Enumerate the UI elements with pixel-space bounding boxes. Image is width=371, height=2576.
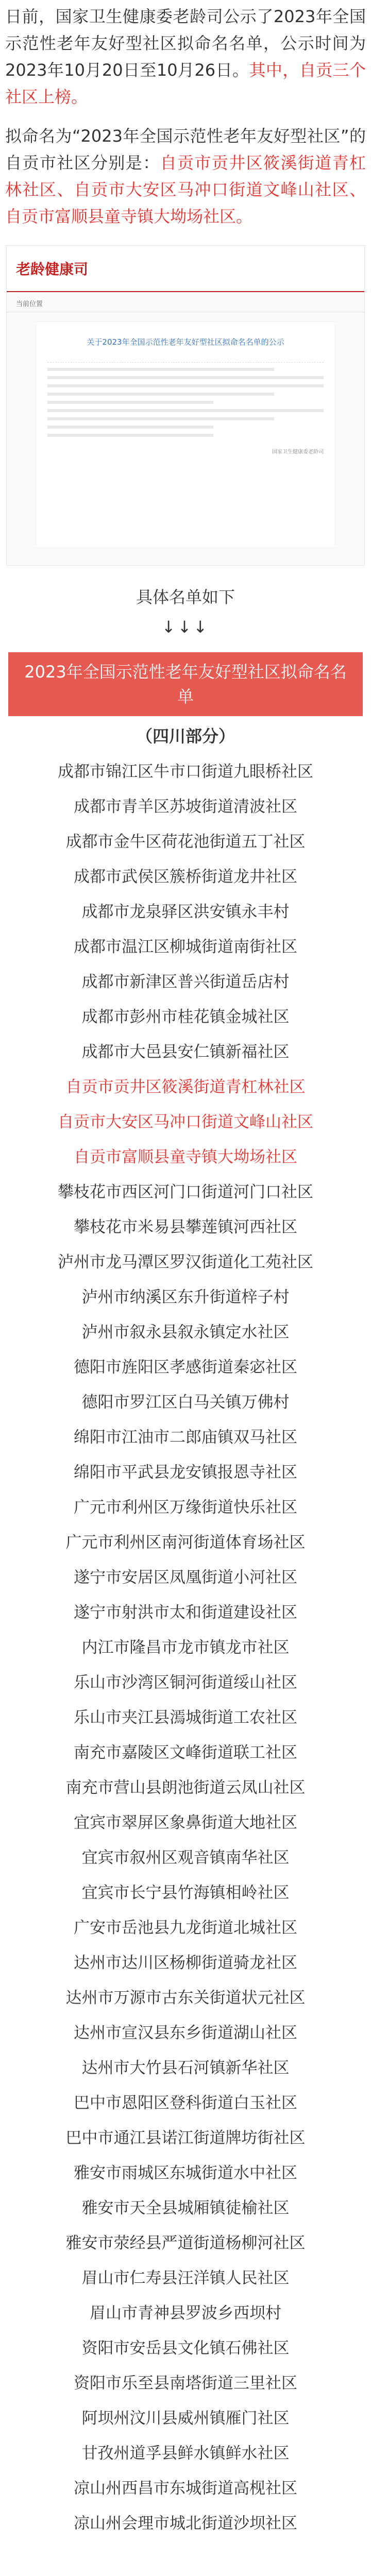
list-item: 德阳市旌阳区孝感街道秦宓社区 xyxy=(74,1358,297,1377)
article xyxy=(0,3,371,2534)
list-item: 成都市大邑县安仁镇新福社区 xyxy=(81,1043,290,1061)
list-item: 自贡市贡井区筱溪街道青杠林社区 xyxy=(65,1078,306,1096)
list-item: 泸州市龙马潭区罗汉街道化工苑社区 xyxy=(58,1253,313,1272)
list-item: 阿坝州汶川县威州镇雁门社区 xyxy=(81,2409,290,2428)
community-list xyxy=(3,761,368,2534)
list-item: 资阳市乐至县南塔街道三里社区 xyxy=(74,2374,297,2393)
list-item: 广元市利州区万缘街道快乐社区 xyxy=(74,1498,297,1517)
list-caption: 具体名单如下 xyxy=(136,587,235,607)
screenshot-breadcrumb: 当前位置 xyxy=(7,292,364,312)
list-item: 甘孜州道孚县鲜水镇鲜水社区 xyxy=(81,2444,290,2463)
screenshot-header xyxy=(7,246,364,292)
list-item: 绵阳市平武县龙安镇报恩寺社区 xyxy=(74,1463,297,1482)
list-item: 凉山州西昌市东城街道高枧社区 xyxy=(74,2479,297,2498)
text-line xyxy=(47,434,213,437)
detail-text: 拟命名为“2023年全国示范性老年友好型社区”的自贡市社区分别是： xyxy=(5,126,366,173)
intro-highlight: 其中，自贡三个社区上榜。 xyxy=(5,60,366,107)
list-item: 自贡市富顺县童寺镇大坳场社区 xyxy=(74,1148,297,1166)
list-item: 广安市岳池县九龙街道北城社区 xyxy=(74,1919,297,1937)
list-item: 成都市锦江区牛市口街道九眼桥社区 xyxy=(58,762,313,781)
list-item: 攀枝花市米易县攀莲镇河西社区 xyxy=(74,1218,297,1236)
list-item: 凉山州会理市城北街道沙坝社区 xyxy=(74,2514,297,2533)
list-item: 达州市万源市古东关街道状元社区 xyxy=(65,1989,306,2007)
list-item: 成都市龙泉驿区洪安镇永丰村 xyxy=(81,903,290,921)
list-item: 达州市宣汉县东乡街道湖山社区 xyxy=(74,2024,297,2042)
list-item: 成都市金牛区荷花池街道五丁社区 xyxy=(65,833,306,851)
text-line xyxy=(47,401,213,404)
list-item: 成都市青羊区苏坡街道清波社区 xyxy=(74,798,297,816)
screenshot-signature: 国家卫生健康委老龄司 xyxy=(272,449,324,455)
list-item: 内江市隆昌市龙市镇龙市社区 xyxy=(81,1638,290,1657)
list-item: 成都市彭州市桂花镇金城社区 xyxy=(81,1008,290,1026)
list-item: 绵阳市江油市二郎庙镇双马社区 xyxy=(74,1428,297,1447)
detail-paragraph xyxy=(3,123,368,230)
text-line xyxy=(47,393,274,396)
list-item: 达州市达川区杨柳街道骑龙社区 xyxy=(74,1954,297,1972)
list-item: 巴中市恩阳区登科街道白玉社区 xyxy=(74,2094,297,2112)
list-banner: 2023年全国示范性老年友好型社区拟命名名单 xyxy=(8,652,363,716)
list-item: 宜宾市叙州区观音镇南华社区 xyxy=(81,1849,290,1867)
list-item: 南充市嘉陵区文峰街道联工社区 xyxy=(74,1743,297,1762)
list-item: 广元市利州区南河街道体育场社区 xyxy=(65,1533,306,1552)
list-item: 乐山市夹江县漹城街道工农社区 xyxy=(74,1708,297,1727)
list-item: 成都市武侯区簇桥街道龙井社区 xyxy=(74,868,297,886)
list-item: 雅安市荥经县严道街道杨柳河社区 xyxy=(65,2234,306,2252)
list-item: 自贡市大安区马冲口街道文峰山社区 xyxy=(58,1113,313,1131)
list-item: 宜宾市长宁县竹海镇相岭社区 xyxy=(81,1884,290,1902)
text-line xyxy=(47,384,324,387)
text-line xyxy=(47,376,324,379)
detail-highlight: 自贡市贡井区筱溪街道青杠林社区、自贡市大安区马冲口街道文峰山社区、自贡市富顺县童寺镇大坳场社区。 xyxy=(5,153,366,226)
list-item: 资阳市安岳县文化镇石佛社区 xyxy=(81,2339,290,2358)
list-item: 宜宾市翠屏区象鼻街道大地社区 xyxy=(74,1814,297,1832)
text-line xyxy=(47,426,213,429)
list-item: 眉山市仁寿县汪洋镇人民社区 xyxy=(81,2269,290,2287)
list-item: 雅安市天全县城厢镇徒榆社区 xyxy=(81,2199,290,2217)
screenshot-meta xyxy=(47,351,324,363)
text-line xyxy=(47,417,274,420)
list-item: 成都市温江区柳城街道南街社区 xyxy=(74,938,297,956)
text-line xyxy=(47,409,324,412)
intro-paragraph xyxy=(3,3,368,110)
list-item: 泸州市叙永县叙永镇定水社区 xyxy=(81,1323,290,1342)
list-item: 达州市大竹县石河镇新华社区 xyxy=(81,2059,290,2077)
list-item: 攀枝花市西区河门口街道河门口社区 xyxy=(58,1183,313,1201)
text-line xyxy=(47,368,274,371)
intro-text: 日前，国家卫生健康委老龄司公示了2023年全国示范性老年友好型社区拟命名名单，公示时间为2023年10月20日至10月26日。 xyxy=(5,7,366,80)
list-item: 乐山市沙湾区铜河街道绥山社区 xyxy=(74,1673,297,1692)
list-item: 南充市营山县朗池街道云凤山社区 xyxy=(65,1778,306,1797)
list-item: 雅安市雨城区东城街道水中社区 xyxy=(74,2164,297,2182)
list-item: 遂宁市射洪市太和街道建设社区 xyxy=(74,1603,297,1622)
list-item: 德阳市罗江区白马关镇万佛村 xyxy=(81,1393,290,1412)
screenshot-title: 关于2023年全国示范性老年友好型社区拟命名名单的公示 xyxy=(87,337,284,347)
screenshot-document xyxy=(36,321,335,548)
screenshot-logo: 老龄健康司 xyxy=(16,261,89,278)
list-item: 眉山市青神县罗波乡西坝村 xyxy=(90,2304,281,2323)
list-item: 泸州市纳溪区东升街道梓子村 xyxy=(81,1288,290,1307)
section-heading: （四川部分） xyxy=(136,726,235,746)
list-item: 巴中市通江县诺江街道牌坊街社区 xyxy=(65,2129,306,2147)
list-item: 成都市新津区普兴街道岳店村 xyxy=(81,973,290,991)
list-item: 遂宁市安居区凤凰街道小河社区 xyxy=(74,1568,297,1587)
down-arrows-icon: ↓↓↓ xyxy=(161,617,210,637)
announcement-screenshot xyxy=(6,245,365,566)
